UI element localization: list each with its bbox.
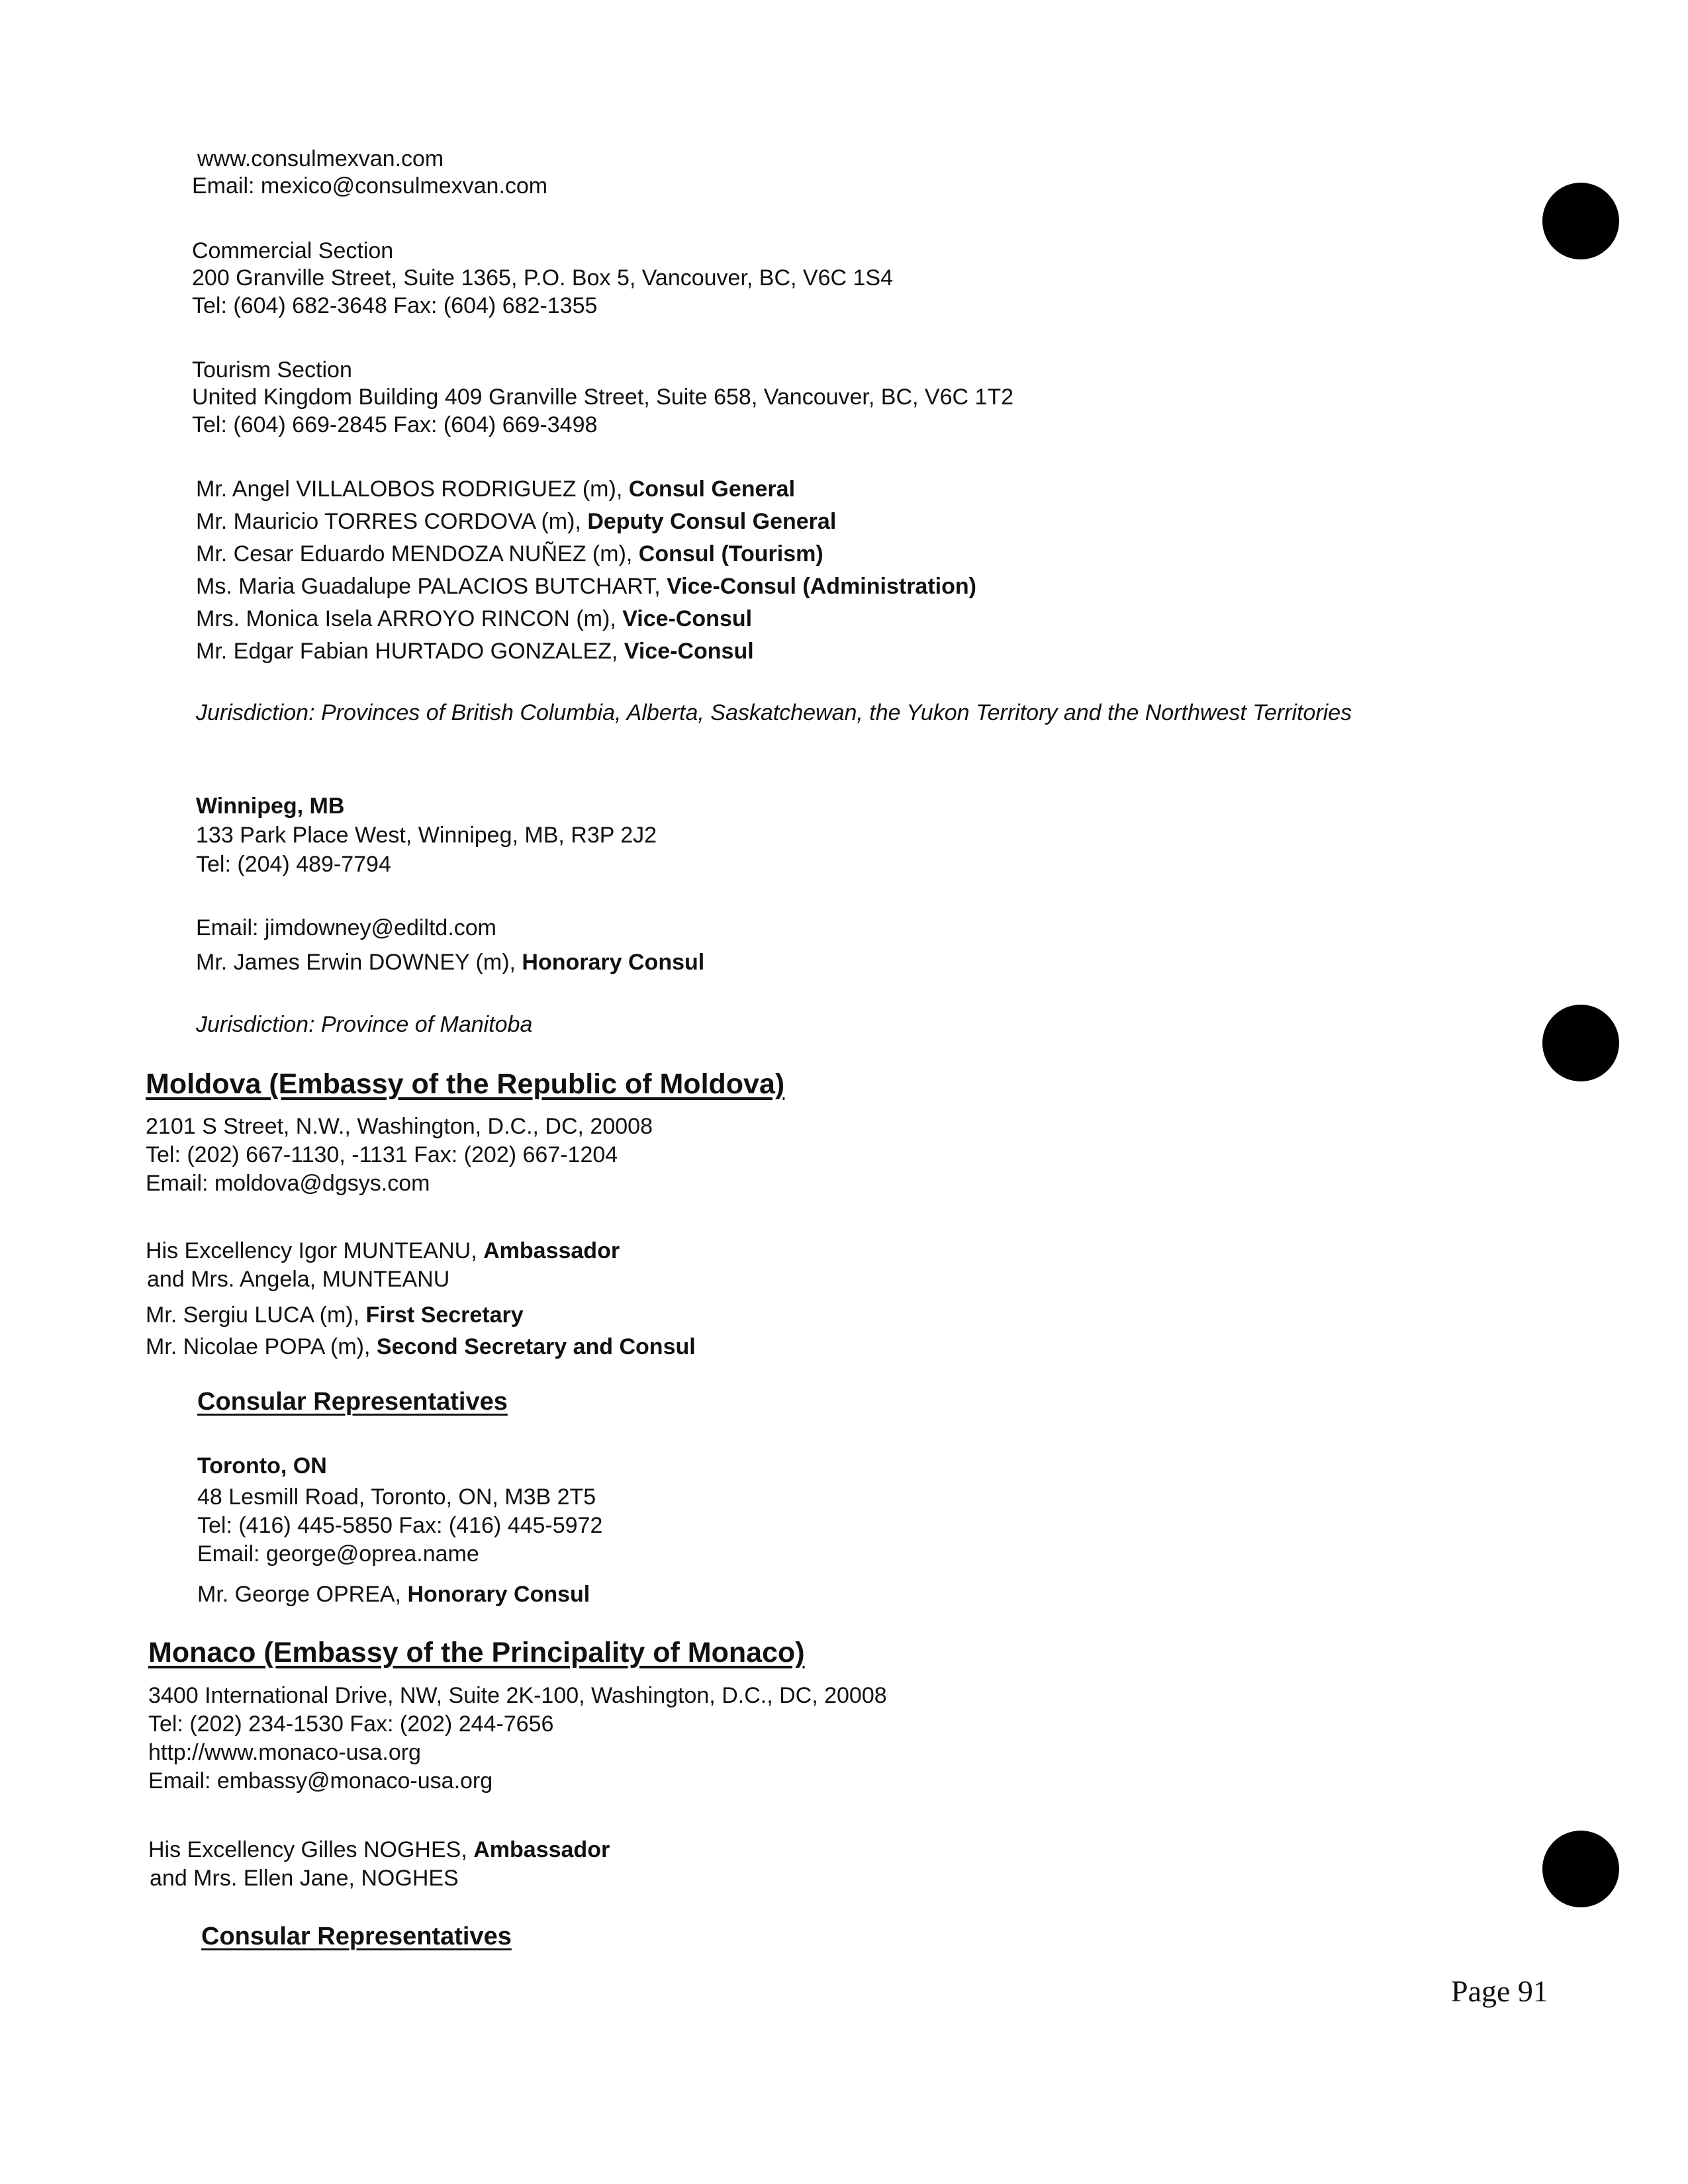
- punch-hole-icon: [1542, 183, 1619, 259]
- official-name: Ms. Maria Guadalupe PALACIOS BUTCHART,: [196, 574, 667, 599]
- official-entry: [196, 572, 976, 601]
- ambassador-entry: [146, 1236, 620, 1265]
- official-entry: [196, 604, 752, 633]
- page-number: Page 91: [1451, 1974, 1548, 2008]
- section-title: Commercial Section: [192, 238, 394, 263]
- city-heading: Winnipeg, MB: [196, 794, 345, 819]
- consular-heading: Consular Representatives: [201, 1923, 512, 1950]
- official-name: Mr. Mauricio TORRES CORDOVA (m),: [196, 509, 588, 534]
- telephone: Tel: (604) 682-3648 Fax: (604) 682-1355: [192, 293, 598, 318]
- official-title: Deputy Consul General: [587, 509, 837, 534]
- jurisdiction-text: Province of Manitoba: [314, 1012, 533, 1037]
- website: www.consulmexvan.com: [197, 146, 444, 171]
- official-name: Mr. Cesar Eduardo MENDOZA NUÑEZ (m),: [196, 541, 639, 567]
- jurisdiction: [196, 698, 1352, 727]
- official-title: Consul (Tourism): [638, 541, 823, 567]
- telephone: Tel: (416) 445-5850 Fax: (416) 445-5972: [197, 1513, 603, 1538]
- official-title: Honorary Consul: [407, 1582, 590, 1607]
- jurisdiction-label: Jurisdiction:: [196, 700, 315, 725]
- official-name: Mr. Angel VILLALOBOS RODRIGUEZ (m),: [196, 477, 629, 502]
- official-name: Mr. Nicolae POPA (m),: [146, 1334, 377, 1359]
- email: Email: moldova@dgsys.com: [146, 1171, 430, 1196]
- jurisdiction-label: Jurisdiction:: [196, 1012, 315, 1037]
- official-entry: [196, 637, 754, 666]
- address: 133 Park Place West, Winnipeg, MB, R3P 2J2: [196, 823, 657, 848]
- official-title: First Secretary: [365, 1302, 524, 1328]
- official-title: Vice-Consul: [624, 639, 754, 664]
- email: Email: jimdowney@ediltd.com: [196, 915, 497, 940]
- jurisdiction-text: Provinces of British Columbia, Alberta, Saskatchewan, the Yukon Territory and the Northwest Territories: [314, 700, 1352, 725]
- official-entry: [196, 475, 795, 504]
- official-name: His Excellency Gilles NOGHES,: [148, 1837, 474, 1862]
- official-title: Ambassador: [483, 1238, 620, 1263]
- official-entry: [196, 539, 823, 569]
- country-heading: Monaco (Embassy of the Principality of Monaco): [148, 1637, 805, 1668]
- address: 48 Lesmill Road, Toronto, ON, M3B 2T5: [197, 1484, 596, 1510]
- official-entry: [196, 948, 704, 977]
- email: Email: embassy@monaco-usa.org: [148, 1768, 493, 1794]
- telephone: Tel: (204) 489-7794: [196, 852, 391, 877]
- address: 200 Granville Street, Suite 1365, P.O. Box 5, Vancouver, BC, V6C 1S4: [192, 265, 894, 291]
- consular-heading: Consular Representatives: [197, 1388, 508, 1416]
- country-heading: Moldova (Embassy of the Republic of Moldova): [146, 1068, 785, 1100]
- official-title: Vice-Consul (Administration): [667, 574, 976, 599]
- website: http://www.monaco-usa.org: [148, 1740, 421, 1765]
- punch-hole-icon: [1542, 1005, 1619, 1081]
- official-title: Honorary Consul: [522, 950, 705, 975]
- official-title: Second Secretary and Consul: [376, 1334, 696, 1359]
- official-entry: [197, 1580, 590, 1609]
- address: 3400 International Drive, NW, Suite 2K-100, Washington, D.C., DC, 20008: [148, 1683, 887, 1708]
- jurisdiction: [196, 1010, 532, 1039]
- telephone: Tel: (202) 234-1530 Fax: (202) 244-7656: [148, 1711, 554, 1737]
- city-heading: Toronto, ON: [197, 1453, 327, 1479]
- official-entry: [146, 1332, 696, 1361]
- official-name: Mr. George OPREA,: [197, 1582, 408, 1607]
- address: 2101 S Street, N.W., Washington, D.C., DC, 20008: [146, 1114, 653, 1139]
- official-name: Mr. James Erwin DOWNEY (m),: [196, 950, 522, 975]
- official-name: Mr. Edgar Fabian HURTADO GONZALEZ,: [196, 639, 624, 664]
- ambassador-entry: [148, 1835, 610, 1864]
- telephone: Tel: (202) 667-1130, -1131 Fax: (202) 667-1204: [146, 1142, 618, 1167]
- official-entry: [196, 507, 836, 536]
- telephone: Tel: (604) 669-2845 Fax: (604) 669-3498: [192, 412, 598, 437]
- email: Email: mexico@consulmexvan.com: [192, 173, 548, 199]
- official-title: Vice-Consul: [622, 606, 753, 631]
- official-name: His Excellency Igor MUNTEANU,: [146, 1238, 484, 1263]
- address: United Kingdom Building 409 Granville Street, Suite 658, Vancouver, BC, V6C 1T2: [192, 385, 1014, 410]
- email: Email: george@oprea.name: [197, 1541, 479, 1567]
- official-name: Mr. Sergiu LUCA (m),: [146, 1302, 366, 1328]
- spouse: and Mrs. Angela, MUNTEANU: [147, 1267, 450, 1292]
- official-name: Mrs. Monica Isela ARROYO RINCON (m),: [196, 606, 623, 631]
- section-title: Tourism Section: [192, 357, 352, 383]
- official-title: Ambassador: [473, 1837, 610, 1862]
- punch-hole-icon: [1542, 1831, 1619, 1907]
- official-entry: [146, 1300, 524, 1330]
- official-title: Consul General: [628, 477, 796, 502]
- spouse: and Mrs. Ellen Jane, NOGHES: [150, 1866, 459, 1891]
